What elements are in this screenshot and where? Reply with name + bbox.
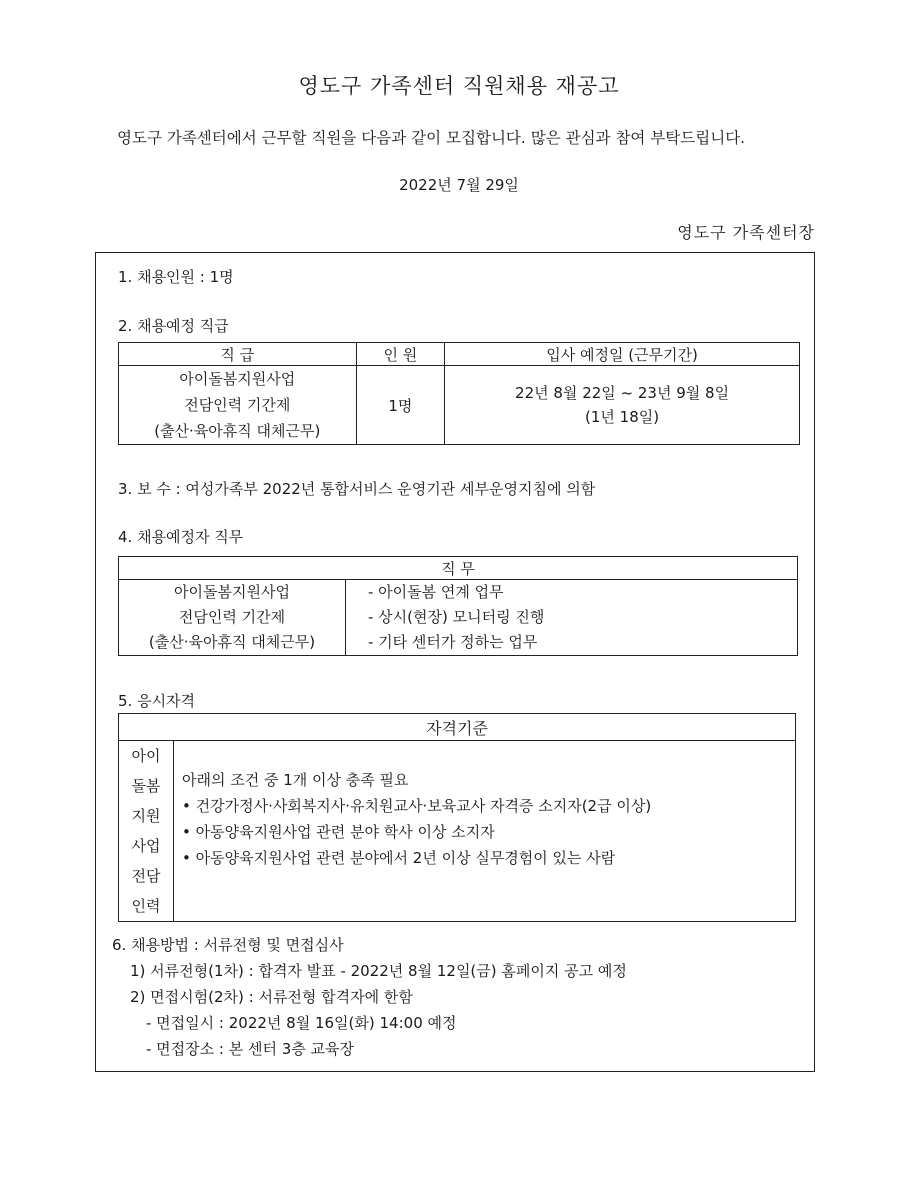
position-line: 아이돌봄지원사업 — [174, 583, 290, 601]
section-1-recruit-count: 1. 채용인원 : 1명 — [118, 268, 234, 286]
position-header: 직 급 — [119, 343, 357, 366]
qualification-item: • 아동양육지원사업 관련 분야 학사 이상 소지자 — [182, 823, 495, 841]
intro-text: 영도구 가족센터에서 근무할 직원을 다음과 같이 모집합니다. 많은 관심과 참여 부탁드립니다. — [117, 129, 746, 147]
duty-item: - 아이돌봄 연계 업무 — [368, 583, 504, 601]
position-line: 전담인력 기간제 — [184, 396, 291, 414]
duties-table — [118, 556, 798, 656]
side-line: 돌봄 — [131, 777, 161, 795]
duty-item: - 기타 센터가 정하는 업무 — [368, 633, 538, 651]
count-cell: 1명 — [356, 366, 445, 445]
interview-location: - 면접장소 : 본 센터 3층 교육장 — [146, 1040, 355, 1058]
duties-position-cell — [119, 580, 346, 656]
qualification-header: 자격기준 — [119, 714, 796, 741]
qualification-table — [118, 713, 796, 922]
period-line: 22년 8월 22일 ~ 23년 9월 8일 — [515, 384, 730, 402]
position-cell — [119, 366, 357, 445]
position-table — [118, 342, 800, 445]
duty-item: - 상시(현장) 모니터링 진행 — [368, 608, 545, 626]
interview-datetime: - 면접일시 : 2022년 8월 16일(화) 14:00 예정 — [146, 1014, 457, 1032]
duties-header: 직 무 — [119, 557, 798, 580]
side-line: 아이 — [131, 747, 161, 765]
section-3-salary: 3. 보 수 : 여성가족부 2022년 통합서비스 운영기관 세부운영지침에 의함 — [118, 480, 596, 498]
spacer — [182, 741, 795, 767]
notice-date: 2022년 7월 29일 — [399, 176, 519, 194]
step-interview: 2) 면접시험(2차) : 서류전형 합격자에 한함 — [130, 988, 413, 1006]
position-line: (출산·육아휴직 대체근무) — [148, 633, 316, 651]
qualification-item: • 아동양육지원사업 관련 분야에서 2년 이상 실무경험이 있는 사람 — [182, 849, 616, 867]
section-6-heading: 6. 채용방법 : 서류전형 및 면접심사 — [112, 936, 344, 954]
count-header: 인 원 — [356, 343, 445, 366]
side-line: 지원 — [131, 807, 161, 825]
signer: 영도구 가족센터장 — [677, 223, 815, 242]
side-line: 사업 — [131, 837, 161, 855]
qualification-item: • 건강가정사·사회복지사·유치원교사·보육교사 자격증 소지자(2급 이상) — [182, 797, 652, 815]
qualification-condition: 아래의 조건 중 1개 이상 충족 필요 — [182, 771, 409, 789]
side-line: 전담 — [131, 867, 161, 885]
qualification-side-cell — [119, 741, 174, 922]
step-document-screening: 1) 서류전형(1차) : 합격자 발표 - 2022년 8월 12일(금) 홈페이지 공고 예정 — [130, 962, 627, 980]
period-header: 입사 예정일 (근무기간) — [445, 343, 800, 366]
duties-list-cell — [346, 580, 798, 656]
section-6 — [112, 932, 627, 1062]
page-title: 영도구 가족센터 직원채용 재공고 — [298, 74, 620, 98]
side-line: 인력 — [131, 897, 161, 915]
section-2-heading: 2. 채용예정 직급 — [118, 317, 229, 335]
position-line: 아이돌봄지원사업 — [179, 370, 296, 388]
period-duration: (1년 18일) — [585, 408, 660, 426]
section-4-heading: 4. 채용예정자 직무 — [118, 528, 244, 546]
position-line: 전담인력 기간제 — [178, 608, 286, 626]
section-5-heading: 5. 응시자격 — [118, 692, 196, 710]
period-cell — [445, 366, 800, 445]
qualification-body-cell — [174, 741, 796, 922]
position-line: (출산·육아휴직 대체근무) — [154, 422, 321, 440]
